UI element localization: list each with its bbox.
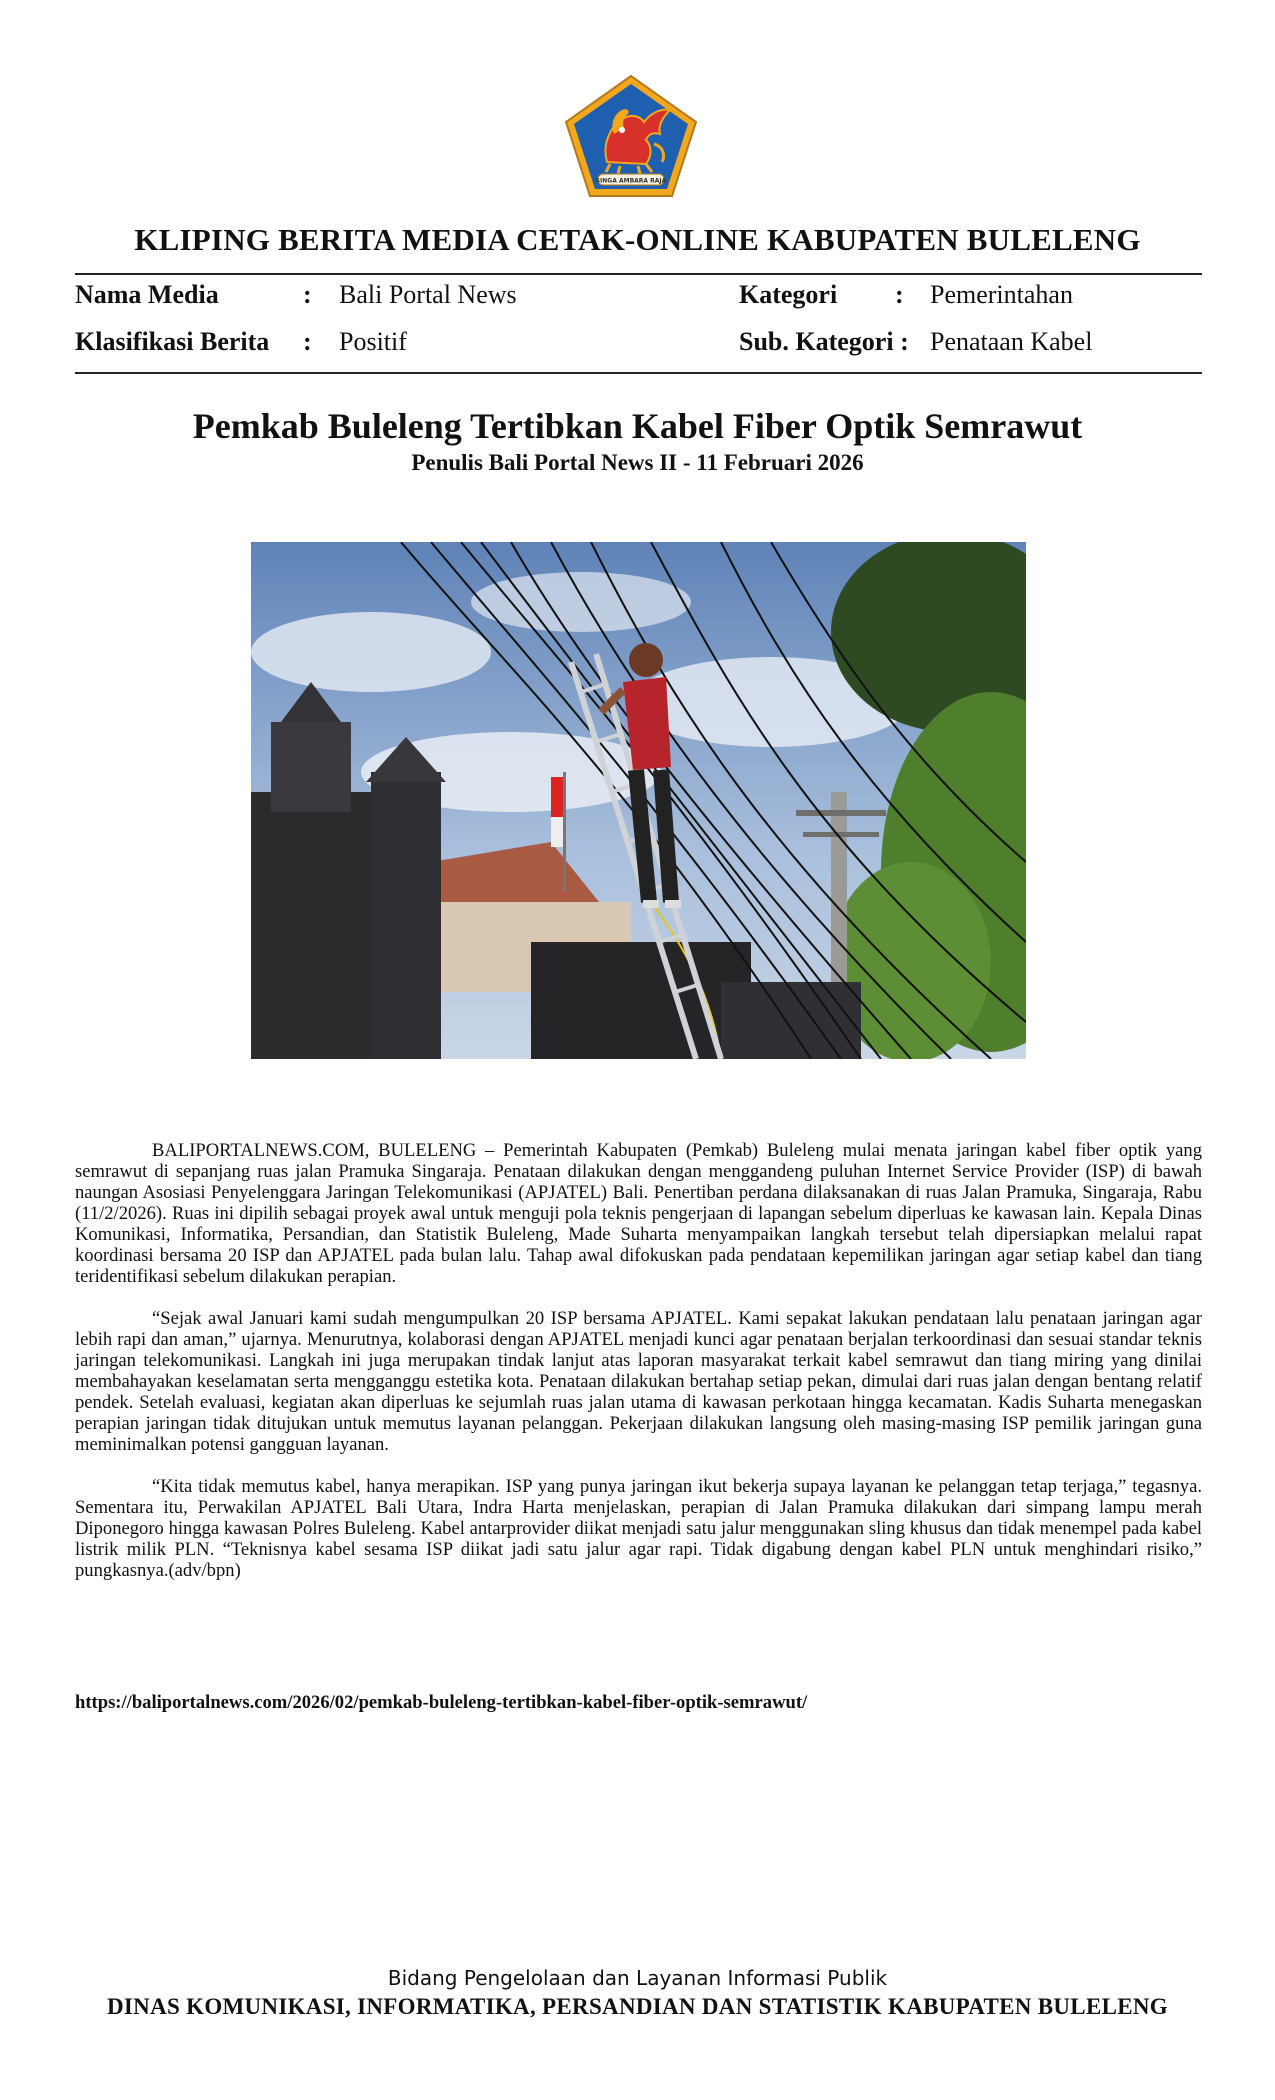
- subkategori-label: Sub. Kategori :: [739, 327, 909, 356]
- kategori-value: Pemerintahan: [930, 280, 1073, 309]
- article-photo: [251, 542, 1026, 1059]
- article-body: [75, 1140, 1202, 1602]
- source-link[interactable]: https://baliportalnews.com/2026/02/pemkab-buleleng-tertibkan-kabel-fiber-optik-semrawut/: [75, 1692, 808, 1713]
- footer-agency: DINAS KOMUNIKASI, INFORMATIKA, PERSANDIAN DAN STATISTIK KABUPATEN BULELENG: [107, 1994, 1168, 2019]
- article-title: Pemkab Buleleng Tertibkan Kabel Fiber Optik Semrawut: [192, 406, 1083, 446]
- bottom-divider: [75, 372, 1202, 374]
- klasifikasi-colon: :: [303, 327, 312, 356]
- subkategori-value: Penataan Kabel: [930, 327, 1093, 356]
- media-value: Bali Portal News: [339, 280, 517, 309]
- article-paragraph-2: “Sejak awal Januari kami sudah mengumpulkan 20 ISP bersama APJATEL. Kami sepakat lakukan pendataan lalu penataan jaringan agar lebih rapi dan aman,” ujarnya. Menurutnya, kolaborasi dengan APJATEL menjadi kunci agar penataan berjalan terkoordinasi dan sesuai standar teknis jaringan telekomunikasi. Langkah ini juga merupakan tindak lanjut atas laporan masyarakat terkait kabel semrawut dan tiang miring yang dinilai membahayakan keselamatan serta mengganggu estetika kota. Penataan dilakukan bertahap setiap pekan, dimulai dari ruas jalan dengan bentang relatif pendek. Setelah evaluasi, kegiatan akan diperluas ke sejumlah ruas jalan utama di kawasan perkotaan hingga kecamatan. Kadis Suharta menegaskan perapian jaringan tidak ditujukan untuk memutus layanan pelanggan. Pekerjaan dilakukan langsung oleh masing-masing ISP pemilik jaringan guna meminimalkan potensi gangguan layanan.: [75, 1308, 1202, 1455]
- klasifikasi-label: Klasifikasi Berita: [75, 327, 270, 356]
- page-title: KLIPING BERITA MEDIA CETAK-ONLINE KABUPATEN BULELENG: [134, 222, 1141, 257]
- article-paragraph-1: BALIPORTALNEWS.COM, BULELENG – Pemerintah Kabupaten (Pemkab) Buleleng mulai menata jaringan kabel fiber optik yang semrawut di sepanjang ruas jalan Pramuka Singaraja. Penataan dilakukan dengan menggandeng puluhan Internet Service Provider (ISP) di bawah naungan Asosiasi Penyelenggara Jaringan Telekomunikasi (APJATEL) Bali. Penertiban perdana dilaksanakan di ruas Jalan Pramuka, Singaraja, Rabu (11/2/2026). Ruas ini dipilih sebagai proyek awal untuk menguji pola teknis pengerjaan di lapangan sebelum diperluas ke kawasan lain. Kepala Dinas Komunikasi, Informatika, Persandian, dan Statistik Buleleng, Made Suharta menyampaikan langkah tersebut telah dipersiapkan melalui rapat koordinasi bersama 20 ISP dan APJATEL pada bulan lalu. Tahap awal difokuskan pada pendataan kepemilikan jaringan agar setiap kabel dan tiang teridentifikasi sebelum dilakukan perapian.: [75, 1140, 1202, 1287]
- footer-department: Bidang Pengelolaan dan Layanan Informasi Publik: [387, 1966, 888, 1990]
- top-divider: [75, 273, 1202, 275]
- klasifikasi-value: Positif: [339, 327, 407, 356]
- kategori-colon: :: [895, 280, 904, 309]
- media-colon: :: [303, 280, 312, 309]
- meta-row-klasifikasi: [75, 327, 1202, 367]
- logo-motto: SINGA AMBARA RAJA: [595, 177, 667, 185]
- regency-emblem-icon: [562, 74, 700, 200]
- article-byline: Penulis Bali Portal News II - 11 Februari 2026: [411, 450, 864, 475]
- buleleng-logo: [562, 74, 700, 200]
- media-label: Nama Media: [75, 280, 219, 309]
- kategori-label: Kategori: [739, 280, 838, 309]
- worker-on-ladder-photo: [251, 542, 1026, 1059]
- article-paragraph-3: “Kita tidak memutus kabel, hanya merapikan. ISP yang punya jaringan ikut bekerja supaya layanan ke pelanggan tetap terjaga,” tegasnya. Sementara itu, Perwakilan APJATEL Bali Utara, Indra Harta menjelaskan, perapian di Jalan Pramuka dilakukan dari simpang lampu merah Diponegoro hingga kawasan Polres Buleleng. Kabel antarprovider diikat menjadi satu jalur menggunakan sling khusus dan tidak menempel pada kabel listrik milik PLN. “Teknisnya kabel sesama ISP diikat jadi satu jalur agar rapi. Tidak digabung dengan kabel PLN untuk menghindari risiko,” pungkasnya.(adv/bpn): [75, 1476, 1202, 1581]
- meta-row-media: [75, 280, 1202, 320]
